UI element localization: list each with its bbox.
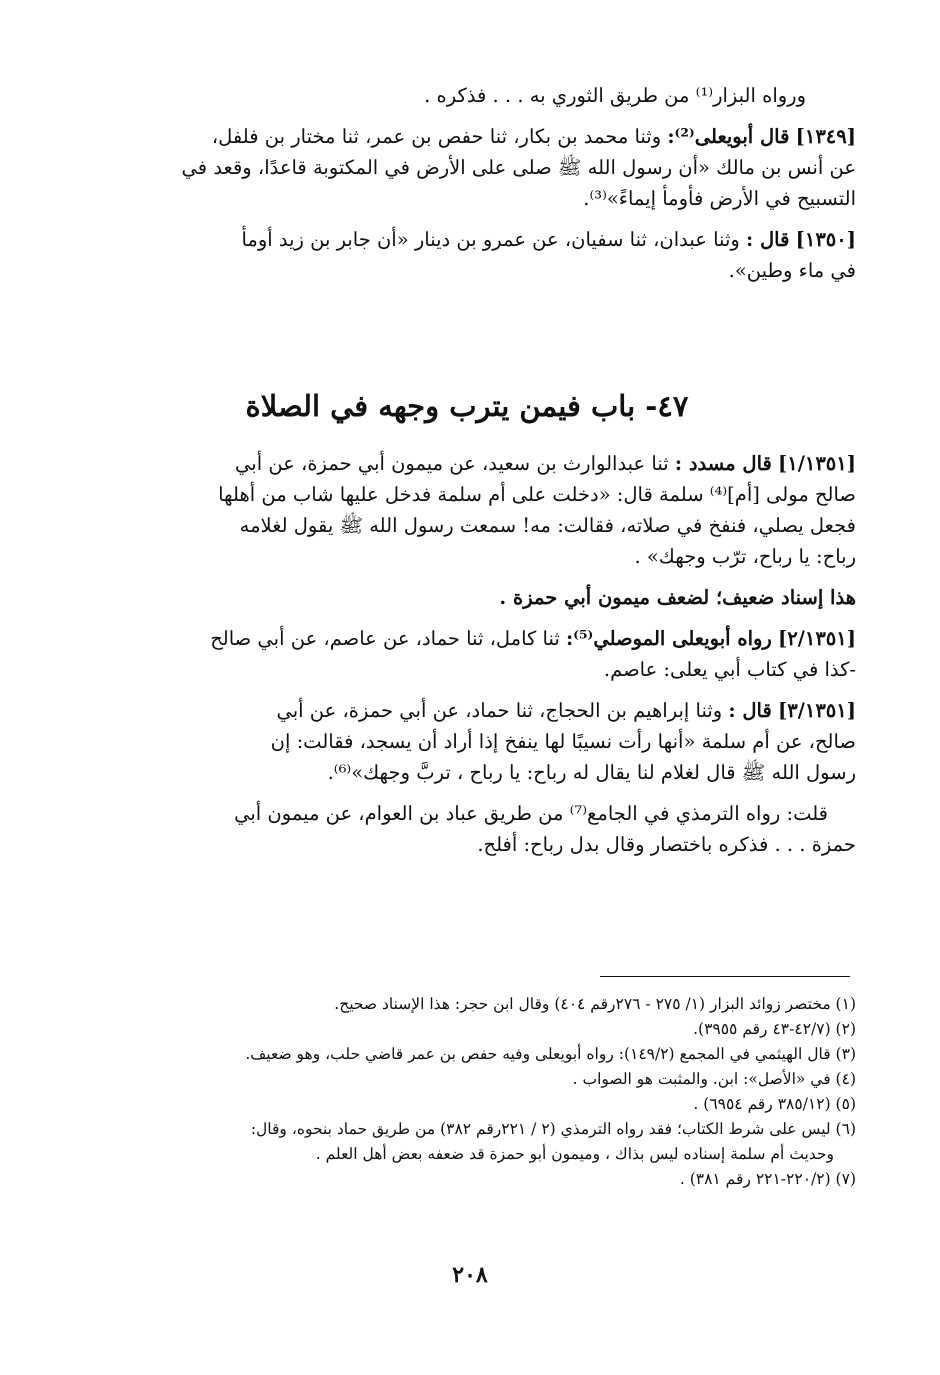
footnote-7: (٧) (٢٢٠/٢-٢٢١ رقم ٣٨١) . [679,1170,856,1188]
footnote-divider [600,976,850,977]
hadith-1351-1-line-4: رباح: يا رباح، ترّب وجهك» . [634,545,856,568]
hadith-1349-line-1 [78,121,856,152]
hadith-1349-line-2: عن أنس بن مالك «أن رسول الله ﷺ صلى على الأرض في المكتوبة قاعدًا، وقعد في [181,156,856,179]
note-line-2: حمزة . . . فذكره باختصار وقال بدل رباح: أفلح. [477,833,856,856]
hadith-text: ثنا عبدالوارث بن سعيد، عن ميمون أبي حمزة، عن أبي [235,452,669,475]
main-text-top [78,80,856,286]
hadith-number: [١٣٤٩] [795,125,856,148]
hadith-1350-line-2: في ماء وطين». [728,259,856,282]
hadith-number: [١/١٣٥١] [778,452,856,475]
page-number: ٢٠٨ [452,1262,488,1288]
hadith-number: [٢/١٣٥١] [778,627,856,650]
footnotes [78,992,856,1192]
footnote-5: (٥) (٣٨٥/١٢ رقم ٦٩٥٤) . [693,1095,856,1113]
footnote-1: (١) مختصر زوائد البزار (١/ ٢٧٥ - ٢٧٦رقم ٤٠٤) وقال ابن حجر: هذا الإسناد صحيح. [334,995,856,1013]
hadith-1351-1-line-3: فجعل يصلي، فنفخ في صلاته، فقالت: مه! سمعت رسول الله ﷺ يقول لغلامه [239,514,856,537]
hadith-1350-line-1 [78,224,856,255]
hadith-1349-line-3: التسبيح في الأرض فأومأ إيماءً»⁽³⁾. [583,187,856,210]
hadith-1351-2-line-2: -كذا في كتاب أبي يعلى: عاصم. [603,658,856,681]
hadith-text: وثنا إبراهيم بن الحجاج، ثنا حماد، عن أبي حمزة، عن أبي [276,699,723,722]
footnote-6-continued: وحديث أم سلمة إسناده ليس بذاك ، وميمون أبو حمزة قد ضعفه بعض أهل العلم . [315,1145,834,1163]
narrator-label: قال : [746,228,790,251]
hadith-number: [١٣٥٠] [795,228,856,251]
hadith-1351-1-line-1 [78,448,856,479]
hadith-1351-3-line-2: صالح، عن أم سلمة «أنها رأت نسيبًا لها ينفخ إذا أراد أن يسجد، فقالت: إن [270,730,856,753]
footnote-2: (٢) (٤٢/٧-٤٣ رقم ٣٩٥٥). [693,1020,856,1038]
narrator-label: قال مسدد : [674,452,772,475]
hadith-1351-3-line-1 [78,695,856,726]
hadith-text: وثنا محمد بن بكار، ثنا حفص بن عمر، ثنا مختار بن فلفل، [211,125,662,148]
main-text-bottom [78,448,856,860]
intro-line: ورواه البزار⁽¹⁾ من طريق الثوري به . . . فذكره . [424,84,806,107]
chapter-heading: ٤٧- باب فيمن يترب وجهه في الصلاة [245,389,689,423]
footnote-3: (٣) قال الهيثمي في المجمع (١٤٩/٢): رواه أبويعلى وفيه حفص بن عمر قاضي حلب، وهو ضعيف. [245,1045,856,1063]
narrator-label: قال : [728,699,772,722]
narrator-label: قال أبويعلى⁽²⁾: [667,125,790,148]
hadith-1351-1-line-2: صالح مولى [أم]⁽⁴⁾ سلمة قال: «دخلت على أم سلمة فدخل عليها شاب من أهلها [218,483,856,506]
note-line-1: قلت: رواه الترمذي في الجامع⁽⁷⁾ من طريق عباد بن العوام، عن ميمون أبي [234,802,828,825]
narrator-label: رواه أبويعلى الموصلي⁽⁵⁾: [565,627,772,650]
hadith-1351-2-line-1 [78,623,856,654]
hadith-1351-3-line-3: رسول الله ﷺ قال لغلام لنا يقال له رباح: يا رباح ، تربَّ وجهك»⁽⁶⁾. [327,761,856,784]
hadith-text: وثنا عبدان، ثنا سفيان، عن عمرو بن دينار «أن جابر بن زيد أومأ [241,228,740,251]
hadith-number: [٣/١٣٥١] [778,699,856,722]
footnote-6: (٦) ليس على شرط الكتاب؛ فقد رواه الترمذي (٢ / ٢٢١رقم ٣٨٢) من طريق حماد بنحوه، وقال: [250,1120,856,1138]
hadith-text: ثنا كامل، ثنا حماد، عن عاصم، عن أبي صالح [210,627,560,650]
grading-line: هذا إسناد ضعيف؛ لضعف ميمون أبي حمزة . [499,586,856,609]
footnote-4: (٤) في «الأصل»: ابن. والمثبت هو الصواب . [572,1070,856,1088]
